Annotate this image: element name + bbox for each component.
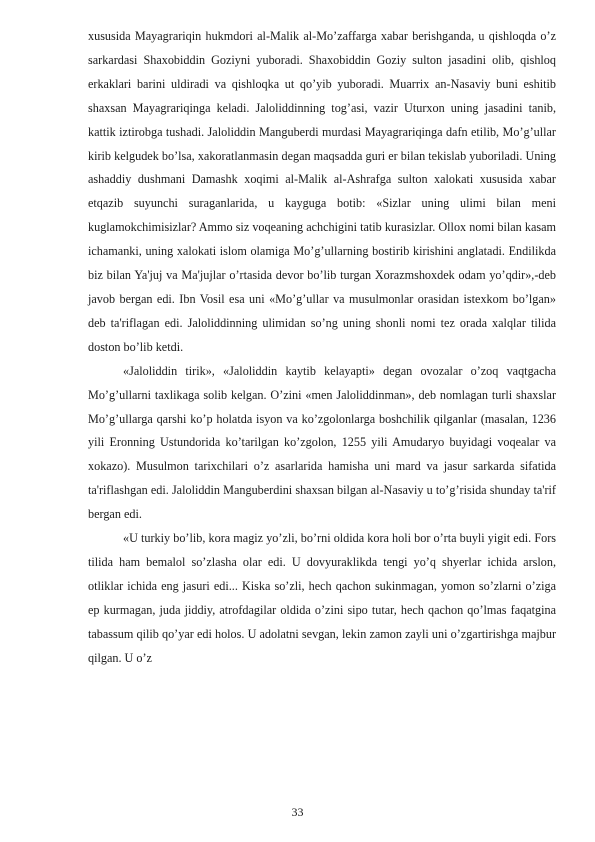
- page-number: 33: [291, 805, 304, 819]
- body-text: [88, 25, 556, 670]
- paragraph-1: xususida Mayagrariqin hukmdori al-Malik al-Mo’zaffarga xabar berishganda, u qishloqda o’z sarkardasi Shaxobiddin Goziyni yuboradi. Shaxobiddin Goziy sulton jasadini olib, qishloq erkaklari barini uldiradi va qishloqka ut qo’yib yuboradi. Muarrix an-Nasaviy buni eshitib shaxsan Mayagrariqinga keladi. Jaloliddinning tog’asi, vazir Uturxon uning jasadini tanib, kattik iztirobga tushadi. Jaloliddin Manguberdi murdasi Mayagrariqinga dafn etilib, Mo’g’ullar kirib kelgudek bo’lsa, xakoratlanmasin degan maqsadda guri er bilan tekislab yuboriladi. Uning ashaddiy dushmani Damashk xoqimi al-Malik al-Ashrafga sulton xalokati xususida xabar etqazib suyunchi suraganlarida, u kayguga botib: «Sizlar uning ulimi bilan meni kuglamokchimisizlar? Ammo siz voqeaning achchigini tatib kurasizlar. Ollox nomi bilan kasam ichamanki, uning xalokati islom olamiga Mo’g’ullarning bostirib kirishini anglatadi. Endilikda biz bilan Ya'juj va Ma'jujlar o’rtasida devor bo’lib turgan Xorazmshoxdek odam yo’qdir»,-deb javob bergan edi. Ibn Vosil esa uni «Mo’g’ullar va musulmonlar orasidan istexkom bo’lgan» deb ta'riflagan edi. Jaloliddinning ulimidan so’ng uning shonli nomi tez orada xalqlar tilida doston bo’lib ketdi.: [88, 29, 556, 354]
- paragraph-3: «U turkiy bo’lib, kora magiz yo’zli, bo’rni oldida kora holi bor o’rta buyli yigit edi. Fors tilida ham bemalol so’zlasha olar edi. U dovyuraklikda tengi yo’q shyerlar ichida arslon, otliklar ichida eng jasuri edi... Kiska so’zli, hech qachon sukinmagan, yomon so’zlarni o’ziga ep kurmagan, juda jiddiy, atrofdagilar oldida o’zini sipo tutar, hech qachon qo’lmas faqatgina tabassum qilib qo’yar edi holos. U adolatni sevgan, lekin zamon zayli uni o’zgartirishga majbur qilgan. U o’z: [88, 531, 556, 665]
- paragraph-2: «Jaloliddin tirik», «Jaloliddin kaytib kelayapti» degan ovozalar o’zoq vaqtgacha Mo’g’ullarni taxlikaga solib kelgan. O’zini «men Jaloliddinman», deb nomlagan turli shaxslar Mo’g’ullarga qarshi ko’p holatda isyon va ko’zgolonlarga boshchilik qilganlar (masalan, 1236 yili Eronning Ustundorida ko’tarilgan ko’zgolon, 1255 yili Amudaryo buyidagi voqealar va xokazo). Musulmon tarixchilari o’z asarlarida hamisha uni mard va jasur sarkarda sifatida ta'riflashgan edi. Jaloliddin Manguberdini shaxsan bilgan al-Nasaviy u to’g’risida shunday ta'rif bergan edi.: [88, 363, 556, 522]
